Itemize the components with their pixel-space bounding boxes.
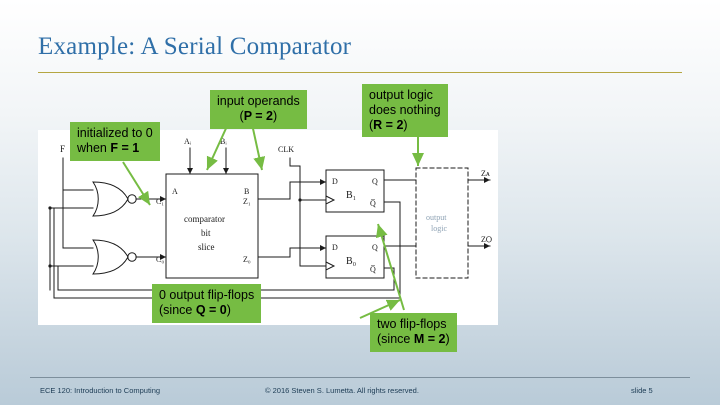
callout-zero-line1: 0 output flip-flops	[159, 288, 255, 302]
svg-text:B₀: B₀	[346, 256, 357, 267]
svg-text:Z₁: Z₁	[243, 197, 251, 206]
callout-initialized-line1: initialized to 0	[77, 126, 153, 140]
svg-text:C₀: C₀	[156, 255, 165, 264]
svg-text:Zᴀ: Zᴀ	[481, 169, 490, 178]
callout-output-logic-line3: (R = 2)	[369, 117, 408, 132]
callout-output-logic-line1: output logic	[369, 88, 433, 102]
svg-text:slice: slice	[198, 242, 215, 252]
svg-text:output: output	[426, 213, 447, 222]
svg-text:CLK: CLK	[278, 145, 294, 154]
svg-text:Q: Q	[372, 243, 378, 252]
svg-text:B: B	[244, 187, 250, 196]
callout-output-logic	[362, 84, 448, 137]
page-title: Example: A Serial Comparator	[38, 33, 352, 60]
svg-text:bit: bit	[201, 228, 211, 238]
callout-output-logic-line2: does nothing	[369, 102, 441, 117]
callout-input-operands-line1: input operands	[217, 94, 300, 108]
callout-zero-line2: (since Q = 0)	[159, 302, 231, 317]
svg-text:F: F	[60, 144, 66, 154]
title-divider	[38, 72, 682, 73]
footer-divider	[30, 377, 690, 378]
slide-number: slide 5	[631, 386, 653, 395]
svg-text:comparator: comparator	[184, 214, 225, 224]
svg-text:D: D	[332, 243, 338, 252]
svg-text:logic: logic	[431, 224, 447, 233]
svg-text:A: A	[172, 187, 178, 196]
svg-text:Aᵢ: Aᵢ	[184, 137, 192, 146]
callout-zero-output-flip-flops	[152, 284, 261, 323]
svg-text:Q̅: Q̅	[370, 265, 376, 274]
callout-two-line2: (since M = 2)	[377, 331, 450, 346]
footer-copyright: © 2016 Steven S. Lumetta. All rights reserved.	[265, 386, 419, 395]
svg-text:Q: Q	[372, 177, 378, 186]
svg-text:Bᵢ: Bᵢ	[220, 137, 227, 146]
svg-text:C₁: C₁	[156, 197, 165, 206]
svg-text:ZѺ: ZѺ	[481, 235, 492, 244]
callout-initialized-line2: when F = 1	[77, 140, 140, 155]
callout-two-line1: two flip-flops	[377, 317, 447, 331]
svg-text:B₁: B₁	[346, 190, 357, 201]
footer-course: ECE 120: Introduction to Computing	[40, 386, 161, 395]
callout-initialized	[70, 122, 160, 161]
callout-input-operands	[210, 90, 307, 129]
svg-text:D: D	[332, 177, 338, 186]
callout-two-flip-flops	[370, 313, 457, 352]
svg-text:Q̅: Q̅	[370, 199, 376, 208]
callout-input-operands-line2: (P = 2)	[239, 108, 278, 123]
svg-text:Z₀: Z₀	[243, 255, 251, 264]
